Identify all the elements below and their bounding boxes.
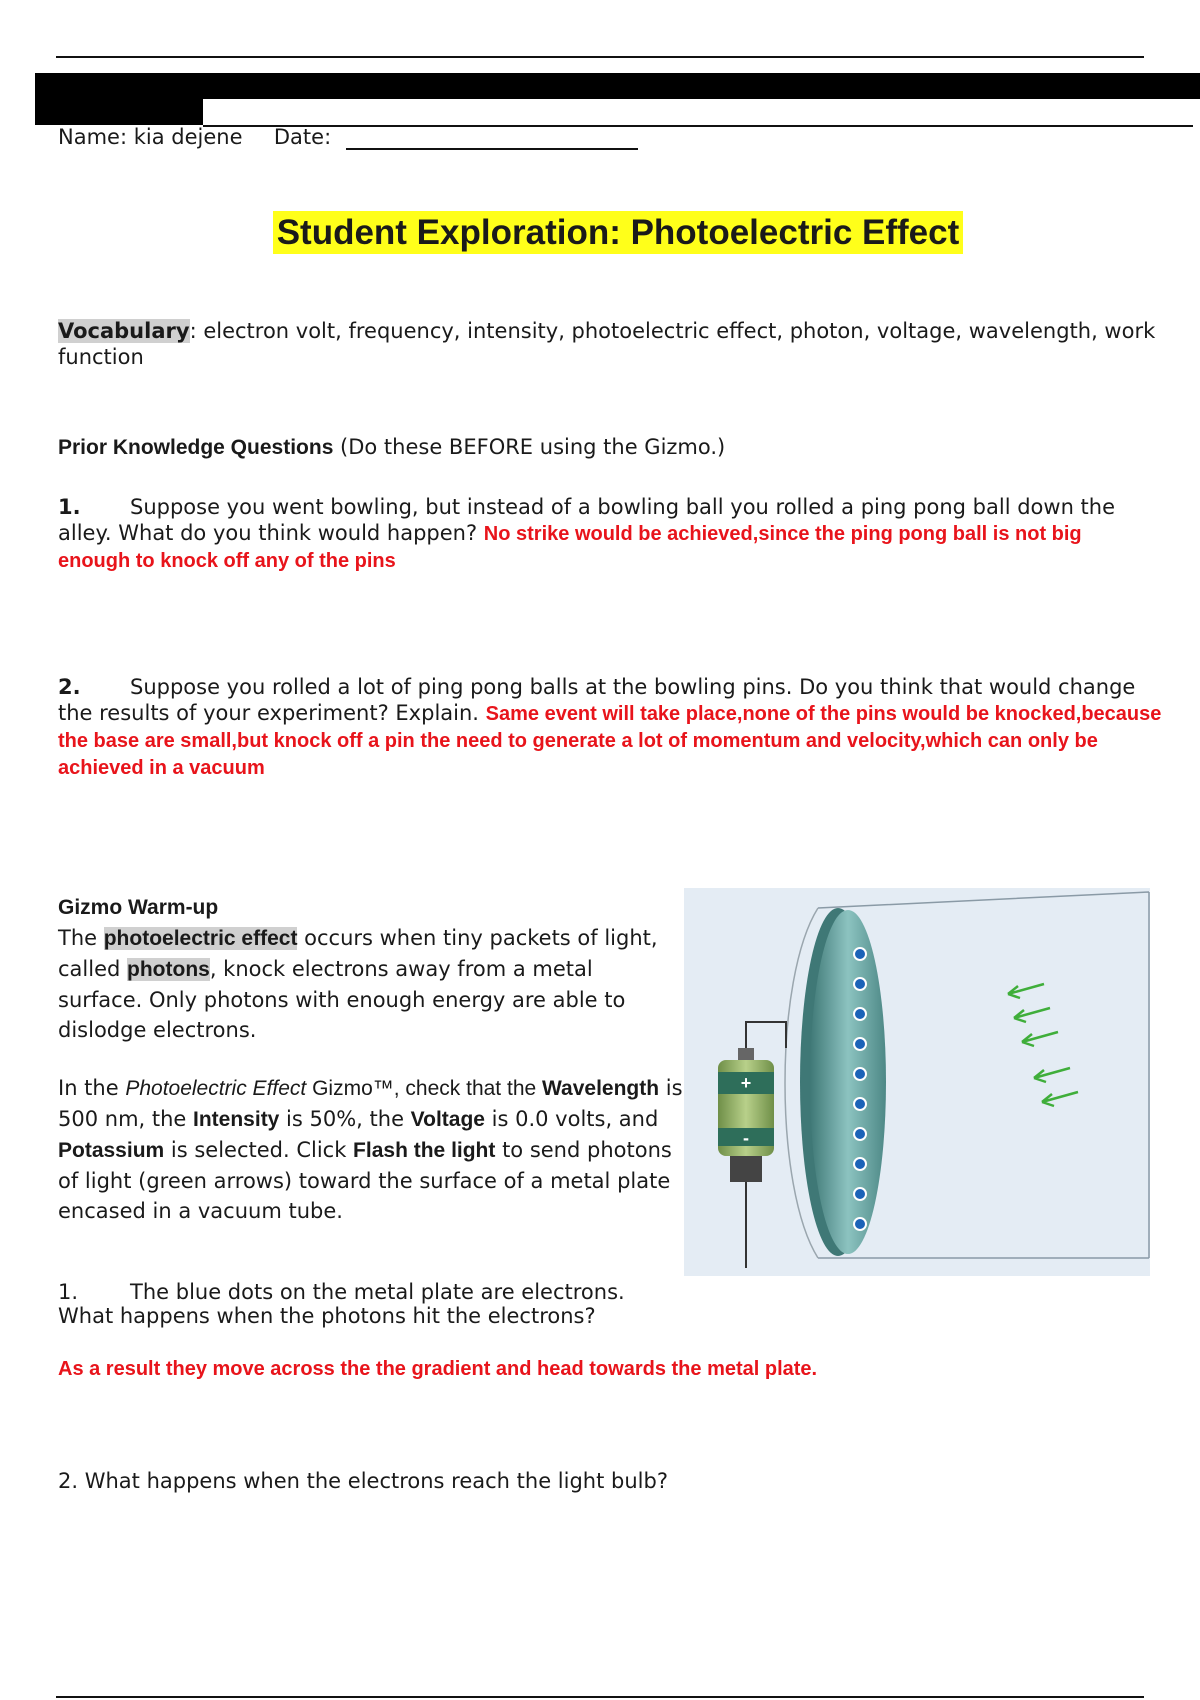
p2-text-d: is 50%, the — [279, 1107, 411, 1131]
wq1-text: The blue dots on the metal plate are electrons. What happens when the photons hit the electrons? — [58, 1280, 625, 1328]
name-label: Name: — [58, 125, 128, 149]
q2-answer: Same event will take place,none of the pins would be knocked,because the base are small,but knock off a pin the need to generate a lot of momentum and velocity,which can only be achieved in a vacuum — [58, 703, 1162, 779]
prior-question-2 — [58, 674, 1173, 781]
date-field — [346, 128, 638, 150]
warmup-paragraph-1 — [58, 923, 658, 1045]
wq1-number: 1. — [58, 1280, 79, 1304]
electron-dot — [854, 1098, 866, 1110]
photoelectric-diagram — [684, 888, 1150, 1276]
bottom-rule — [56, 1696, 1144, 1698]
electron-dot — [854, 1158, 866, 1170]
prior-question-1 — [58, 494, 1158, 574]
page-title: Student Exploration: Photoelectric Effect — [273, 211, 964, 254]
p2-gizmo-name: Photoelectric Effect — [125, 1077, 307, 1100]
term-photons: photons — [127, 958, 210, 981]
name-value: kia dejene — [133, 125, 243, 149]
electron-dot — [854, 1068, 866, 1080]
p2-potassium: Potassium — [58, 1139, 165, 1162]
redaction-bar — [35, 73, 1200, 99]
p2-text-f: is selected. Click — [164, 1138, 354, 1162]
q1-answer: No strike would be achieved,since the ping pong ball is not big enough to knock off any of the pins — [58, 523, 1082, 572]
p2-wavelength: Wavelength — [542, 1077, 660, 1100]
electron-dot — [854, 1038, 866, 1050]
top-rule — [56, 56, 1144, 58]
q2-number: 2. — [58, 675, 81, 699]
warmup-answer-1: As a result they move across the the gradient and head towards the metal plate. — [58, 1358, 818, 1380]
electron-dot — [854, 1218, 866, 1230]
warmup-question-2: 2. What happens when the electrons reach the light bulb? — [58, 1469, 668, 1493]
term-photoelectric-effect: photoelectric effect — [103, 927, 298, 950]
battery-plus: + — [740, 1073, 752, 1093]
prior-heading-line — [58, 434, 725, 461]
q2-text: Suppose you rolled a lot of ping pong balls at the bowling pins. Do you think that would change the results of your experiment? Explain. — [58, 675, 1136, 725]
title-wrap — [0, 212, 1200, 254]
warmup-heading: Gizmo Warm-up — [58, 896, 219, 919]
vocabulary — [58, 318, 1200, 370]
metal-plate — [810, 910, 886, 1254]
p2-text-g: to send photons of light (green arrows) toward the surface of a metal plate encased in a vacuum tube. — [58, 1138, 672, 1223]
p2-text-b: Gizmo™, check that the — [306, 1077, 543, 1100]
electron-dot — [854, 1008, 866, 1020]
name-date-line — [58, 124, 638, 150]
prior-heading: Prior Knowledge Questions — [58, 436, 334, 459]
vocabulary-label: Vocabulary — [58, 319, 190, 343]
electron-dot — [854, 978, 866, 990]
q1-text: Suppose you went bowling, but instead of a bowling ball you rolled a ping pong ball down the alley. What do you think would happen? — [58, 495, 1116, 545]
p2-text-e: is 0.0 volts, and — [484, 1107, 659, 1131]
p2-voltage: Voltage — [410, 1108, 485, 1131]
electron-dot — [854, 948, 866, 960]
electron-dot — [854, 1188, 866, 1200]
p2-text-a: In the — [58, 1076, 126, 1100]
p1-text-c: occurs when tiny packets of light, called — [58, 926, 658, 981]
q1-number: 1. — [58, 495, 81, 519]
electron-dot — [854, 1128, 866, 1140]
vocabulary-terms: : electron volt, frequency, intensity, photoelectric effect, photon, voltage, wavelength, work function — [58, 319, 1156, 369]
warmup-question-1 — [58, 1280, 638, 1328]
redaction-block — [35, 73, 203, 125]
warmup-section — [58, 893, 683, 1226]
p2-text-c: is 500 nm, the — [58, 1076, 683, 1131]
p2-intensity: Intensity — [193, 1108, 280, 1131]
date-label: Date: — [273, 125, 332, 149]
p1-text-e: , knock electrons away from a metal surface. Only photons with enough energy are able to dislodge electrons. — [58, 957, 626, 1042]
warmup-paragraph-2 — [58, 1073, 688, 1226]
battery-minus: - — [743, 1128, 749, 1148]
prior-note: (Do these BEFORE using the Gizmo.) — [333, 435, 726, 459]
p1-text-a: The — [58, 926, 104, 950]
p2-flash-the-light: Flash the light — [353, 1139, 496, 1162]
